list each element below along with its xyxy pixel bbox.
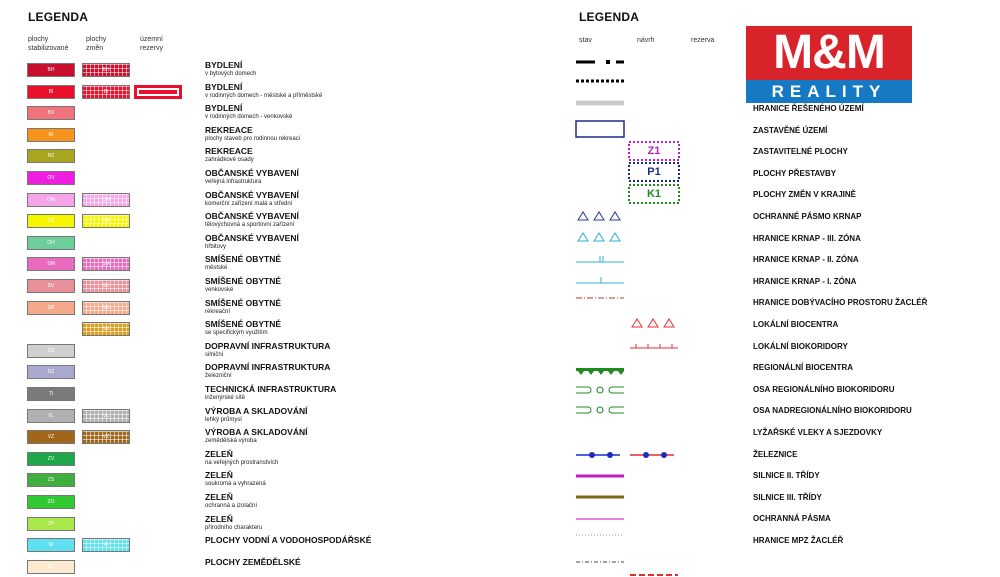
legend-entry-subtitle: tělovýchovná a sportovní zařízení [205, 222, 295, 228]
swatch-stable: ZS [27, 473, 75, 487]
legend-entry [205, 168, 299, 186]
swatch-stable: NZ [27, 560, 75, 574]
swatch-stable: OS [27, 214, 75, 228]
symbol-regional-biocorridor-axis [576, 387, 624, 393]
swatch-change: OS [82, 214, 130, 228]
legend-entry-name: PLOCHY ZEMĚDĚLSKÉ [205, 557, 301, 567]
legend-entry-name: VÝROBA A SKLADOVÁNÍ [205, 406, 308, 416]
swatch-stable: SM [27, 257, 75, 271]
swatch-stable: ZV [27, 452, 75, 466]
legend-entry [205, 190, 299, 208]
swatch-stable: RZ [27, 149, 75, 163]
column-header-reserve: územní rezervy [140, 36, 163, 52]
right-legend-item: SILNICE III. TŘÍDY [753, 493, 822, 502]
right-legend-item: REGIONÁLNÍ BIOCENTRA [753, 363, 853, 372]
legend-entry [205, 362, 330, 380]
swatch-stable: RI [27, 128, 75, 142]
legend-entry-name: ZELEŇ [205, 514, 233, 524]
legend-entry [205, 470, 266, 488]
swatch-stable: OH [27, 236, 75, 250]
swatch-stable: VZ [27, 430, 75, 444]
symbol-krnap-zone2 [576, 256, 624, 262]
column-header-change: plochy změn [86, 36, 107, 52]
legend-entry [205, 384, 336, 402]
swatch-change: OM [82, 193, 130, 207]
legend-entry [205, 298, 281, 316]
legend-entry-name: BYDLENÍ [205, 103, 243, 113]
legend-entry [205, 535, 371, 545]
symbol-local-biocorridor [630, 344, 678, 348]
swatch-change: BH [82, 63, 130, 77]
right-legend-item: HRANICE DOBÝVACÍHO PROSTORU ŽACLÉŘ [753, 298, 928, 307]
swatch-stable: OV [27, 171, 75, 185]
symbol-boundary-solved-area [576, 60, 624, 64]
legend-entry [205, 319, 281, 337]
legend-entry-name: VÝROBA A SKLADOVÁNÍ [205, 427, 308, 437]
legend-entry-subtitle: v bytových domech [205, 71, 257, 77]
legend-entry-name: SMÍŠENÉ OBYTNÉ [205, 298, 282, 308]
legend-entry [205, 276, 281, 294]
swatch-change: SX [82, 322, 130, 336]
swatch-change: SV [82, 279, 130, 293]
legend-entry [205, 557, 301, 567]
zone-label-k1: K1 [646, 188, 662, 200]
legend-entry-subtitle: přírodního charakteru [205, 525, 263, 531]
legend-entry-subtitle: se specifickým využitím [205, 330, 268, 336]
legend-entry-name: SMÍŠENÉ OBYTNÉ [205, 254, 282, 264]
right-legend-item: LYŽAŘSKÉ VLEKY A SJEZDOVKY [753, 428, 883, 437]
symbol-supraregional-biocorridor-axis [576, 407, 624, 413]
legend-entry [205, 449, 278, 467]
left-legend-title: LEGENDA [28, 10, 89, 24]
logo-wordmark: REALITY [746, 80, 912, 103]
logo-mark: M&M [746, 26, 912, 80]
legend-entry-name: DOPRAVNÍ INFRASTRUKTURA [205, 341, 331, 351]
legend-entry [205, 254, 281, 272]
legend-entry-name: REKREACE [205, 146, 253, 156]
legend-entry-name: ZELEŇ [205, 492, 233, 502]
swatch-change: BI [82, 85, 130, 99]
swatch-stable: BV [27, 106, 75, 120]
mm-reality-logo [746, 26, 912, 103]
legend-entry-subtitle: silniční [205, 352, 224, 358]
legend-entry-name: PLOCHY VODNÍ A VODOHOSPODÁŘSKÉ [205, 535, 372, 545]
symbol-regional-biocentre [576, 368, 624, 375]
legend-entry-subtitle: zemědělská výroba [205, 438, 257, 444]
symbol-ski-lifts [576, 452, 674, 458]
symbol-built-up-area [576, 121, 624, 137]
legend-entry [205, 82, 322, 100]
legend-entry-name: OBČANSKÉ VYBAVENÍ [205, 211, 299, 221]
zone-label-p1: P1 [647, 166, 661, 178]
symbol-local-biocentre [632, 319, 674, 327]
swatch-stable: OM [27, 193, 75, 207]
swatch-change: SM [82, 257, 130, 271]
swatch-stable: VL [27, 409, 75, 423]
right-legend-item: LOKÁLNÍ BIOKORIDORY [753, 342, 848, 351]
legend-entry-subtitle: městské [205, 265, 228, 271]
right-legend-item: HRANICE MPZ ŽACLÉŘ [753, 536, 844, 545]
legend-entry [205, 125, 300, 143]
legend-entry [205, 233, 299, 251]
swatch-change: VL [82, 409, 130, 423]
symbol-krnap-zone1 [576, 277, 624, 283]
swatch-change: SR [82, 301, 130, 315]
legend-entry-name: SMÍŠENÉ OBYTNÉ [205, 276, 282, 286]
swatch-stable: TI [27, 387, 75, 401]
legend-entry-subtitle: soukromá a vyhrazená [205, 481, 266, 487]
swatch-stable: ZO [27, 495, 75, 509]
swatch-change: VZ [82, 430, 130, 444]
swatch-stable: DZ [27, 365, 75, 379]
legend-entry-subtitle: venkovské [205, 287, 234, 293]
swatch-change: W [82, 538, 130, 552]
right-legend-symbols [570, 50, 690, 577]
legend-entry-name: OBČANSKÉ VYBAVENÍ [205, 190, 299, 200]
legend-entry-subtitle: železniční [205, 373, 232, 379]
right-legend-item: SILNICE II. TŘÍDY [753, 471, 820, 480]
swatch-stable: SV [27, 279, 75, 293]
legend-entry-subtitle: veřejná infrastruktura [205, 179, 262, 185]
right-legend-item: OCHRANNÉ PÁSMO KRNAP [753, 212, 862, 221]
legend-entry-name: ZELEŇ [205, 470, 233, 480]
swatch-stable: BI [27, 85, 75, 99]
legend-entry-subtitle: hřbitovy [205, 244, 227, 250]
legend-entry-name: SMÍŠENÉ OBYTNÉ [205, 319, 282, 329]
column-header-reserve-right: rezerva [691, 37, 715, 44]
legend-entry [205, 406, 307, 424]
swatch-reserve [134, 85, 182, 99]
legend-entry-subtitle: komerční zařízení malá a střední [205, 201, 293, 207]
legend-entry-name: REKREACE [205, 125, 253, 135]
legend-entry-subtitle: v rodinných domech - venkovské [205, 114, 293, 120]
legend-entry-subtitle: na veřejných prostranstvích [205, 460, 279, 466]
zone-label-z1: Z1 [647, 145, 661, 157]
legend-entry-name: OBČANSKÉ VYBAVENÍ [205, 233, 299, 243]
swatch-stable: ZP [27, 517, 75, 531]
legend-entry-name: BYDLENÍ [205, 82, 243, 92]
legend-entry-subtitle: inženýrské sítě [205, 395, 246, 401]
right-legend-item: HRANICE ŘEŠENÉHO ÚZEMÍ [753, 104, 864, 113]
right-legend-item: HRANICE KRNAP - I. ZÓNA [753, 277, 857, 286]
swatch-stable: BH [27, 63, 75, 77]
right-legend-item: ŽELEZNICE [753, 450, 798, 459]
legend-entry-subtitle: plochy staveb pro rodinnou rekreaci [205, 136, 301, 142]
column-header-state: stav [579, 37, 592, 44]
legend-entry [205, 341, 330, 359]
legend-entry-name: TECHNICKÁ INFRASTRUKTURA [205, 384, 337, 394]
legend-entry-name: BYDLENÍ [205, 60, 243, 70]
swatch-stable: DS [27, 344, 75, 358]
right-legend-item: OSA NADREGIONÁLNÍHO BIOKORIDORU [753, 406, 912, 415]
legend-entry-subtitle: zahrádkové osady [205, 157, 254, 163]
symbol-krnap-buffer [578, 212, 620, 220]
column-header-proposal: návrh [637, 37, 655, 44]
legend-entry [205, 60, 256, 78]
legend-entry-subtitle: ochranná a izolační [205, 503, 258, 509]
right-legend-item: ZASTAVĚNÉ ÚZEMÍ [753, 126, 828, 135]
right-legend-item: LOKÁLNÍ BIOCENTRA [753, 320, 839, 329]
right-legend-item: PLOCHY PŘESTAVBY [753, 169, 837, 178]
swatch-stable: W [27, 538, 75, 552]
legend-entry-subtitle: lehký průmysl [205, 417, 242, 423]
symbol-krnap-zone3 [578, 233, 620, 241]
legend-entry-name: ZELEŇ [205, 449, 233, 459]
right-legend-item: HRANICE KRNAP - II. ZÓNA [753, 255, 859, 264]
legend-entry [205, 211, 299, 229]
right-legend-item: PLOCHY ZMĚN V KRAJINĚ [753, 190, 856, 199]
legend-entry [205, 427, 307, 445]
legend-entry-name: OBČANSKÉ VYBAVENÍ [205, 168, 299, 178]
column-header-stable: plochy stabilizované [28, 36, 69, 52]
legend-entry-subtitle: rekreační [205, 309, 231, 315]
legend-entry [205, 492, 257, 510]
right-legend-item: HRANICE KRNAP - III. ZÓNA [753, 234, 861, 243]
right-legend-item: ZASTAVITELNÉ PLOCHY [753, 147, 848, 156]
legend-entry [205, 146, 254, 164]
legend-entry-name: DOPRAVNÍ INFRASTRUKTURA [205, 362, 331, 372]
legend-entry [205, 103, 292, 121]
right-legend-title: LEGENDA [579, 10, 640, 24]
right-legend-item: OSA REGIONÁLNÍHO BIOKORIDORU [753, 385, 895, 394]
legend-entry [205, 514, 262, 532]
right-legend-item: OCHRANNÁ PÁSMA [753, 514, 831, 523]
legend-entry-subtitle: v rodinných domech - městské a příměstské [205, 93, 323, 99]
swatch-stable: SR [27, 301, 75, 315]
